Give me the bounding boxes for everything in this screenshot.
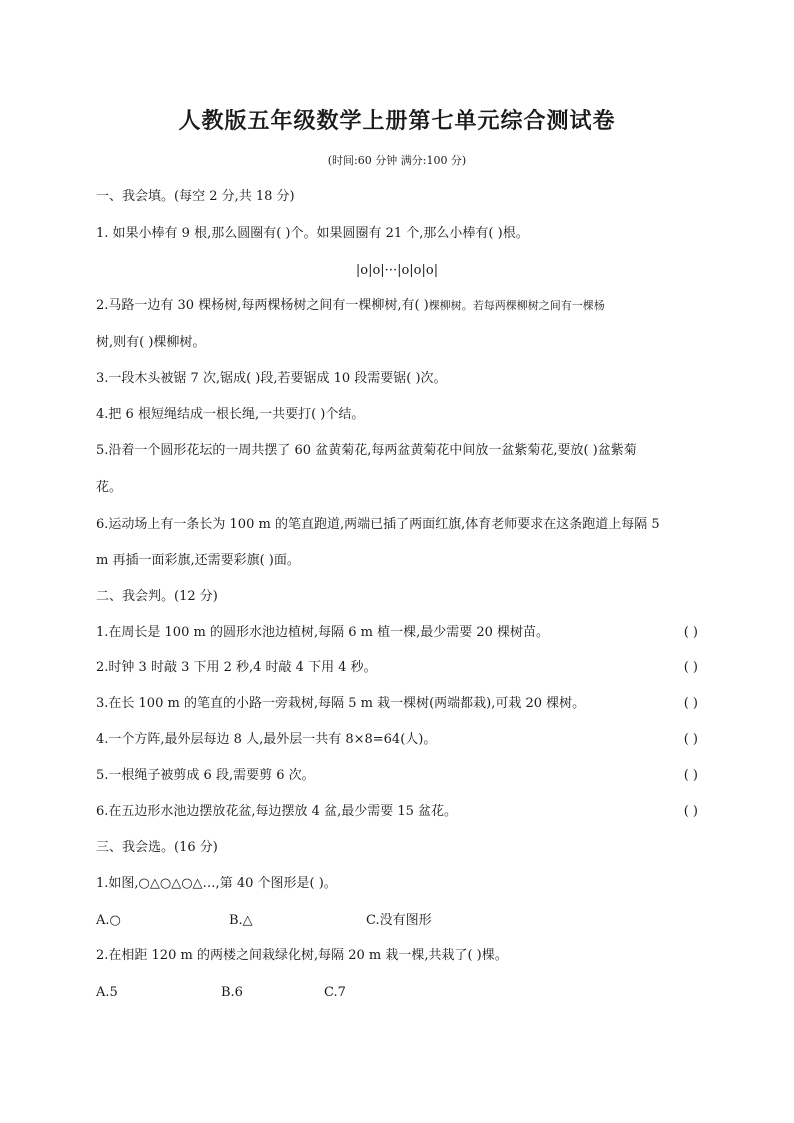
question-1-6-line-1: 6.运动场上有一条长为 100 m 的笔直跑道,两端已插了两面红旗,体育老师要求在这条跑道上每隔 5 — [96, 517, 660, 532]
choice-1-option-a[interactable]: A.○ — [96, 913, 121, 928]
judge-item-1: 1.在周长是 100 m 的圆形水池边植树,每隔 6 m 植一棵,最少需要 20 棵树苗。 — [96, 625, 550, 640]
question-1-5-line-2: 花。 — [96, 480, 123, 495]
question-1-2-line-2: 树,则有( )棵柳树。 — [96, 335, 206, 350]
question-1-1-figure: |o|o|···|o|o|o| — [355, 263, 439, 278]
choice-2-option-a[interactable]: A.5 — [96, 985, 118, 1000]
question-1-2-tail: 棵柳树。若每两棵柳树之间有一棵杨 — [428, 299, 605, 312]
question-1-6-line-2: m 再插一面彩旗,还需要彩旗( )面。 — [96, 553, 300, 568]
choice-1-option-c[interactable]: C.没有图形 — [366, 913, 432, 928]
page-subtitle: (时间:60 分钟 满分:100 分) — [327, 154, 467, 167]
page-title: 人教版五年级数学上册第七单元综合测试卷 — [178, 109, 616, 134]
choice-2-option-b[interactable]: B.6 — [221, 985, 243, 1000]
answer-blank-6[interactable]: ( ) — [683, 804, 698, 819]
judge-item-2: 2.时钟 3 时敲 3 下用 2 秒,4 时敲 4 下用 4 秒。 — [96, 660, 377, 675]
answer-blank-2[interactable]: ( ) — [683, 660, 698, 675]
section-2-heading: 二、我会判。(12 分) — [96, 589, 218, 604]
choice-question-2: 2.在相距 120 m 的两楼之间栽绿化树,每隔 20 m 栽一棵,共栽了( )棵。 — [96, 948, 508, 963]
question-1-4: 4.把 6 根短绳结成一根长绳,一共要打( )个结。 — [96, 407, 365, 422]
judge-item-5: 5.一根绳子被剪成 6 段,需要剪 6 次。 — [96, 768, 315, 783]
section-3-heading: 三、我会选。(16 分) — [96, 840, 218, 855]
question-1-3: 3.一段木头被锯 7 次,锯成( )段,若要锯成 10 段需要锯( )次。 — [96, 371, 447, 386]
section-1-heading: 一、我会填。(每空 2 分,共 18 分) — [96, 189, 295, 204]
question-1-5-line-1: 5.沿着一个圆形花坛的一周共摆了 60 盆黄菊花,每两盆黄菊花中间放一盆紫菊花,要放( )盆紫菊 — [96, 443, 637, 458]
answer-blank-1[interactable]: ( ) — [683, 625, 698, 640]
answer-blank-5[interactable]: ( ) — [683, 768, 698, 783]
answer-blank-4[interactable]: ( ) — [683, 732, 698, 747]
question-1-1: 1. 如果小棒有 9 根,那么圆圈有( )个。如果圆圈有 21 个,那么小棒有( )根。 — [96, 226, 529, 241]
question-1-2-line-1 — [96, 297, 704, 315]
choice-question-1: 1.如图,○△○△○△…,第 40 个图形是( )。 — [96, 876, 337, 891]
judge-item-6: 6.在五边形水池边摆放花盆,每边摆放 4 盆,最少需要 15 盆花。 — [96, 804, 458, 819]
judge-item-4: 4.一个方阵,最外层每边 8 人,最外层一共有 8×8=64(人)。 — [96, 732, 437, 747]
question-1-2-text: 2.马路一边有 30 棵杨树,每两棵杨树之间有一棵柳树,有( ) — [96, 298, 429, 313]
judge-item-3: 3.在长 100 m 的笔直的小路一旁栽树,每隔 5 m 栽一棵树(两端都栽),可栽 20 棵树。 — [96, 696, 586, 711]
choice-2-option-c[interactable]: C.7 — [324, 985, 346, 1000]
choice-1-option-b[interactable]: B.△ — [229, 913, 253, 928]
answer-blank-3[interactable]: ( ) — [683, 696, 698, 711]
